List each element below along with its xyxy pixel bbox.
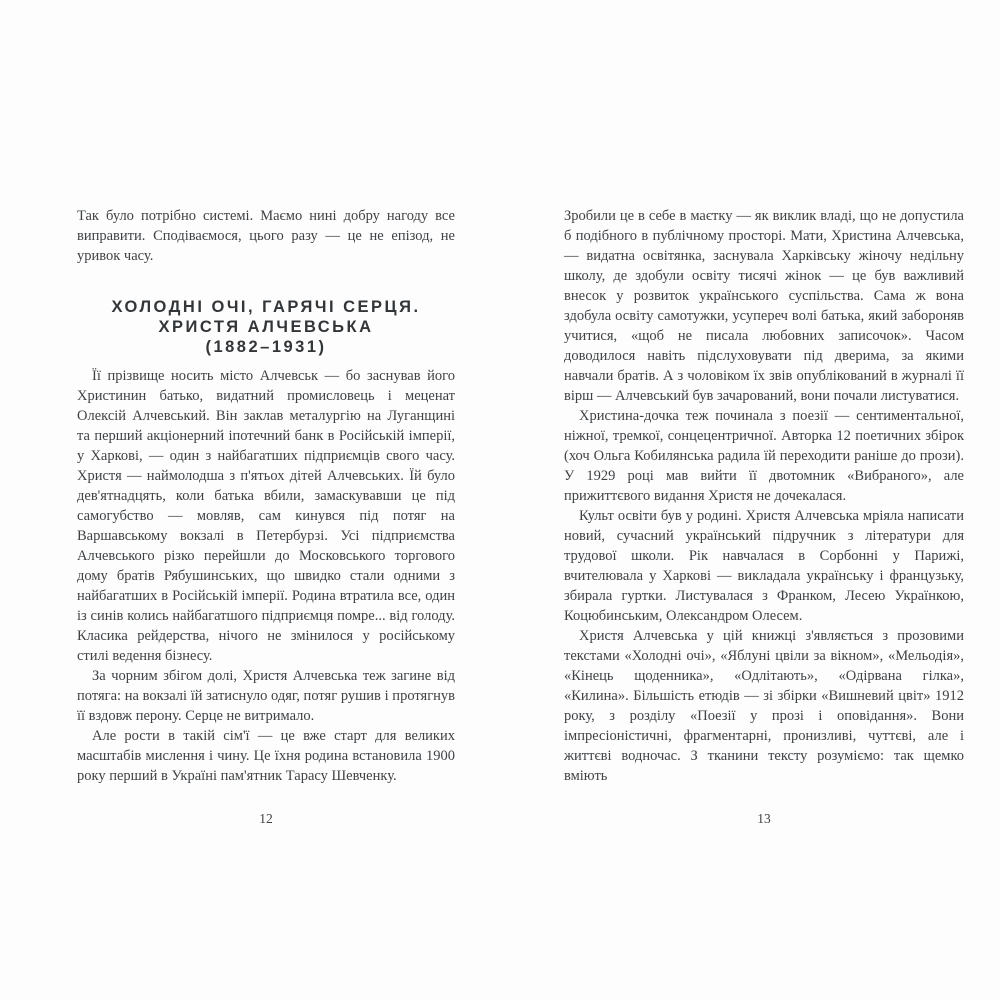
paragraph-continuation: Так було потрібно системі. Маємо нині добру нагоду все виправити. Сподіваємося, цього разу — це не епізод, не уривок часу. <box>77 208 455 264</box>
chapter-heading-line-1: ХОЛОДНІ ОЧІ, ГАРЯЧІ СЕРЦЯ. <box>111 298 421 316</box>
page-number-left: 12 <box>259 811 273 826</box>
page-left-text-column <box>77 206 455 786</box>
chapter-heading-line-2: ХРИСТЯ АЛЧЕВСЬКА <box>158 318 374 336</box>
chapter-heading <box>77 297 455 357</box>
chapter-heading-years: (1882–1931) <box>205 338 327 356</box>
paragraph: Христина-дочка теж починала з поезії — сентиментальної, ніжної, тремкої, сонцецентричної. Авторка 12 поетичних збірок (хоч Ольга Кобилянська радила їй переходити раніше до прози). У 1929 році мав вийти її двотомник «Вибраного», але прижиттєвого видання Христя не дочекалася. <box>564 408 964 504</box>
page-number-right: 13 <box>757 811 771 826</box>
paragraph: Культ освіти був у родині. Христя Алчевська мріяла написати новий, сучасний український підручник з літератури для трудової школи. Рік навчалася в Сорбонні у Парижі, вчителювала у Харкові — викладала українську і французьку, збирала гуртки. Листувалася з Франком, Лесею Українкою, Коцюбинським, Олександром Олесем. <box>564 508 964 624</box>
page-right-text-column <box>564 206 964 786</box>
paragraph: Її прізвище носить місто Алчевськ — бо заснував його Христинин батько, видатний промисловець і меценат Олексій Алчевський. Він заклав металургію на Луганщині та перший акціонерний іпотечний банк в Російській імперії, у Харкові, — один з найбагатших підприємців свого часу. Христя — наймолодша з п'ятьох дітей Алчевських. Їй було дев'ятнадцять, коли батька вбили, замаскувавши це під самогубство — мовляв, сам кинувся під потяг на Варшавському вокзалі в Петербурзі. Усі підприємства Алчевського різко перейшли до Московського торгового дому братів Рябушинських, що швидко стали одними з найбагатших в Російській імперії. Родина втратила все, один із синів колись найбагатшого підприємця помре... від голоду. Класика рейдерства, нічого не змінилося у російському стилі ведення бізнесу. <box>77 368 455 664</box>
paragraph: Христя Алчевська у цій книжці з'являється з прозовими текстами «Холодні очі», «Яблуні цвіли за вікном», «Мельодія», «Кінець щоденника», «Одлітають», «Одірвана гілка», «Килина». Більшість етюдів — зі збірки «Вишневий цвіт» 1912 року, з розділу «Поезії у прозі і оповідання». Вони імпресіоністичні, фрагментарні, пронизливі, чуттєві, але і життєві водночас. З тканини тексту розуміємо: так щемко вміють <box>564 628 964 784</box>
paragraph: За чорним збігом долі, Христя Алчевська теж загине від потяга: на вокзалі їй затиснуло одяг, потяг рушив і протягнув її вздовж перону. Серце не витримало. <box>77 668 455 724</box>
paragraph: Але рости в такій сім'ї — це вже старт для великих масштабів мислення і чину. Це їхня родина встановила 1900 року перший в Україні пам'ятник Тарасу Шевченку. <box>77 728 455 784</box>
paragraph-continuation: Зробили це в себе в маєтку — як виклик владі, що не допустила б подібного в публічному просторі. Мати, Христина Алчевська, — видатна освітянка, заснувала Харківську жіночу недільну школу, де здобули освіту тисячі жінок — це був важливий внесок у розвиток українського суспільства. Сама ж вона здобула освіту самотужки, усупереч волі батька, який забороняв учитися, «щоб не писала любовних записочок». Часом доводилося навіть підслуховувати під дверима, за якими навчали братів. А з чоловіком їх звів опублікований в журналі її вірш — Алчевський був зачарований, вони почали листуватися. <box>564 208 964 404</box>
